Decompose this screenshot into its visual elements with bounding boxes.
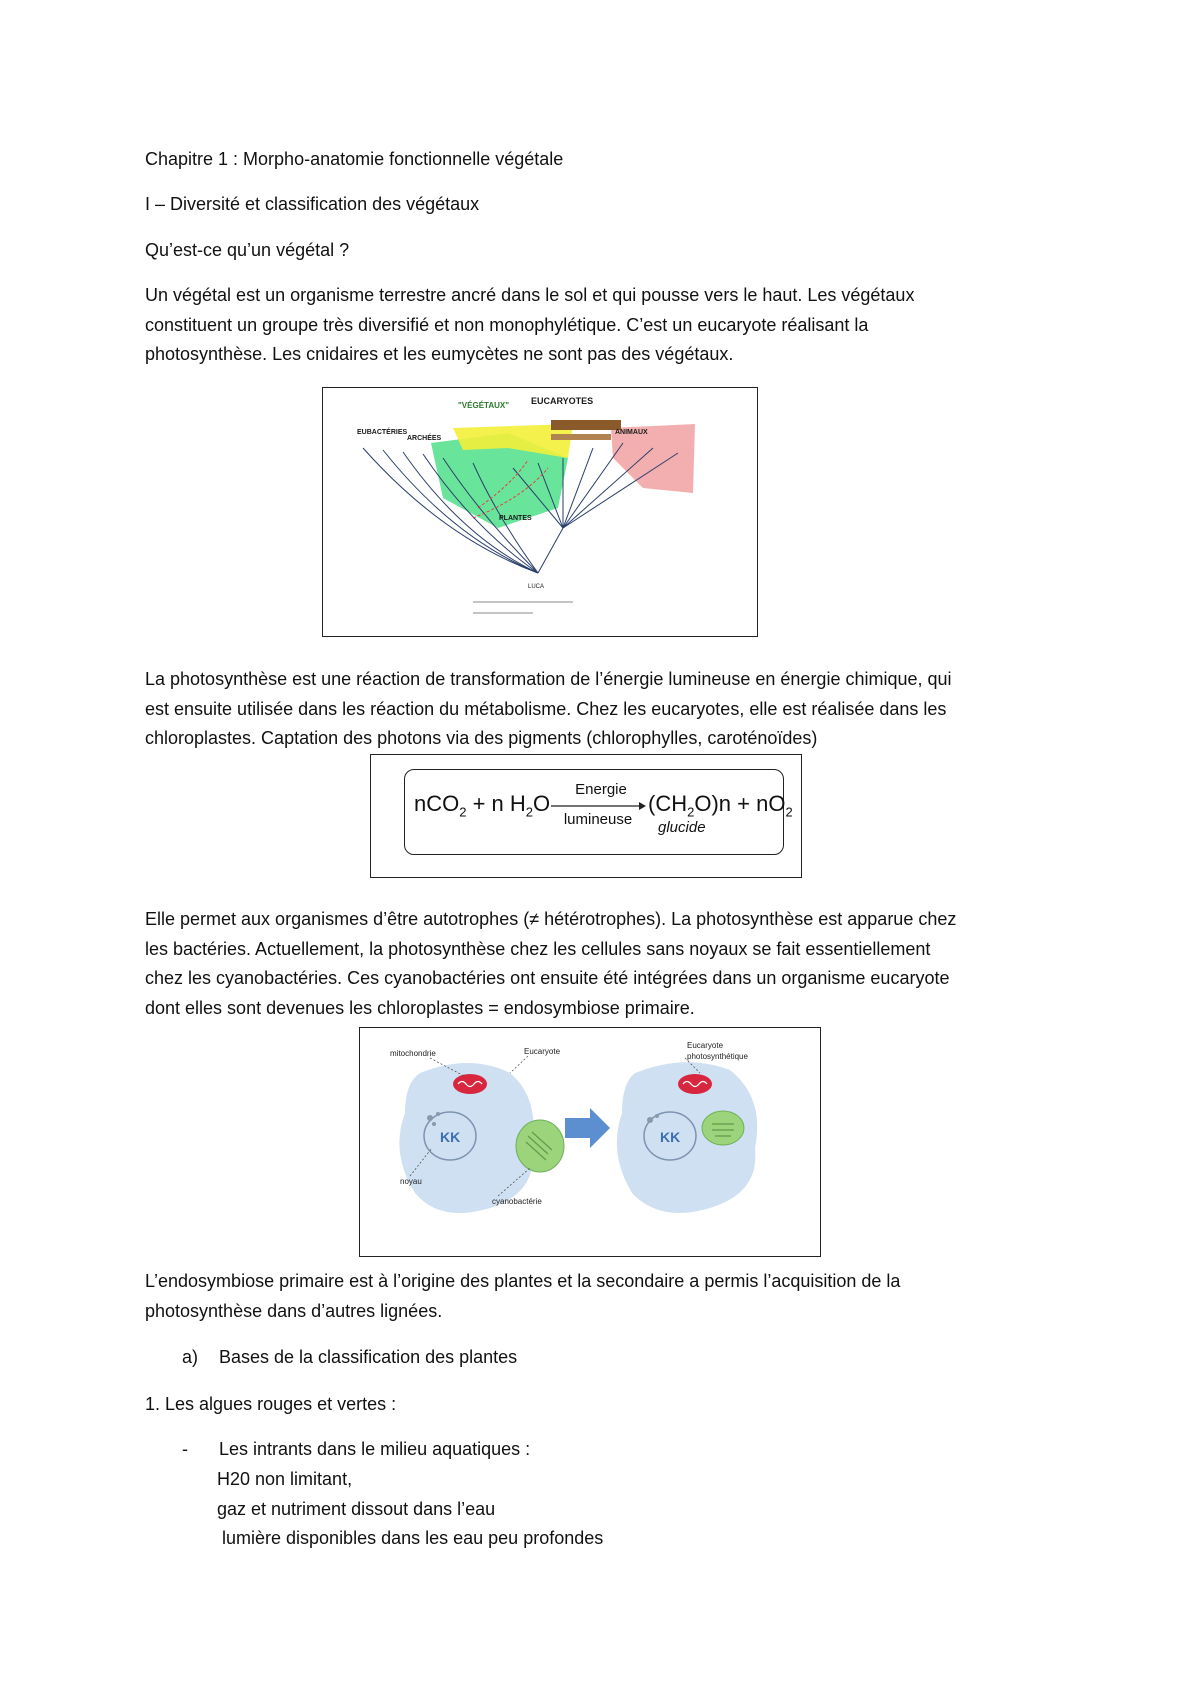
subscript: 2: [525, 804, 534, 820]
question-line: Qu’est-ce qu’un végétal ?: [145, 240, 350, 260]
product-label: glucide: [658, 819, 706, 836]
bullet-line: lumière disponibles dans les eau peu profondes: [217, 1528, 604, 1548]
vesicle-dot: [432, 1122, 436, 1126]
eucaryotes-bar: [551, 420, 621, 430]
paragraph-line: Elle permet aux organismes d’être autotrophes (≠ hétérotrophes). La photosynthèse est apparue chez: [145, 909, 957, 929]
label-eucaryote-photo: Eucaryote: [687, 1041, 724, 1050]
arrow-bottom-label: lumineuse: [563, 811, 633, 828]
paragraph-line: Un végétal est un organisme terrestre ancré dans le sol et qui pousse vers le haut. Les végétaux: [145, 285, 915, 305]
paragraph-definition: [145, 281, 1075, 370]
bullet-title: Les intrants dans le milieu aquatiques :: [219, 1439, 531, 1459]
paragraph-line: La photosynthèse est une réaction de transformation de l’énergie lumineuse en énergie chimique, qui: [145, 669, 952, 689]
product-ch2o: (CH: [648, 791, 688, 816]
chloroplast-icon: [702, 1111, 744, 1145]
paragraph-autotrophy: [145, 905, 1075, 1023]
label-plantes: PLANTES: [499, 515, 532, 522]
label-animaux: ANIMAUX: [615, 429, 648, 436]
bullet-item: [145, 1435, 530, 1465]
paragraph-line: dont elles sont devenues les chloroplastes = endosymbiose primaire.: [145, 997, 695, 1018]
paragraph-line: chloroplastes. Captation des photons via des pigments (chlorophylles, caroténoïdes): [145, 728, 818, 748]
label-cyanobacterie: cyanobactérie: [492, 1197, 542, 1206]
vesicle-dot: [427, 1115, 433, 1121]
label-noyau: noyau: [400, 1177, 422, 1186]
paragraph-line: les bactéries. Actuellement, la photosynthèse chez les cellules sans noyaux se fait essentiellement: [145, 938, 931, 959]
bullet-details: [217, 1465, 603, 1554]
subscript: 2: [459, 804, 467, 820]
list-marker: a): [182, 1347, 199, 1367]
vesicle-dot: [655, 1114, 659, 1118]
bullet-line: gaz et nutriment dissout dans l’eau: [217, 1498, 496, 1519]
heading-algues: 1. Les algues rouges et vertes :: [145, 1394, 397, 1414]
label-luca: LUCA: [528, 584, 545, 590]
label-archees: ARCHÉES: [407, 435, 442, 442]
paragraph-line: est ensuite utilisée dans les réaction du métabolisme. Chez les eucaryotes, elle est réalisée dans les: [145, 698, 947, 719]
arrow-top-label: Energie: [575, 781, 627, 798]
reactant-co2: nCO: [414, 791, 460, 816]
label-vegetaux: "VÉGÉTAUX": [458, 401, 509, 410]
equation-reactants: [414, 791, 550, 819]
endosymbiosis-diagram: [360, 1028, 819, 1255]
endosymbiosis-figure: [359, 1027, 821, 1257]
reaction-arrow-icon: [549, 801, 647, 811]
phylogenetic-tree-diagram: [323, 388, 756, 635]
reactant-h2o: + n H: [466, 791, 526, 816]
subscript: 2: [687, 804, 695, 820]
bullet-marker: -: [182, 1439, 188, 1459]
subsection-text: Bases de la classification des plantes: [219, 1347, 518, 1367]
phylogenetic-tree-figure: [322, 387, 758, 637]
paragraph-line: photosynthèse. Les cnidaires et les eumycètes ne sont pas des végétaux.: [145, 344, 734, 364]
label-eucaryotes: EUCARYOTES: [531, 396, 594, 406]
paragraph-line: L’endosymbiose primaire est à l’origine des plantes et la secondaire a permis l’acquisition de la: [145, 1271, 901, 1291]
vesicle-dot: [647, 1117, 653, 1123]
paragraph-line: chez les cyanobactéries. Ces cyanobactéries ont ensuite été intégrées dans un organisme eucaryote: [145, 968, 950, 988]
reactant-h2o-end: O: [533, 791, 551, 816]
eucaryotes-subbar: [551, 434, 611, 440]
subscript: 2: [785, 804, 793, 820]
paragraph-line: photosynthèse dans d’autres lignées.: [145, 1300, 443, 1321]
label-mitochondrie: mitochondrie: [390, 1049, 436, 1058]
bullet-line: H20 non limitant,: [217, 1469, 353, 1489]
product-o2: O)n + nO: [694, 791, 786, 816]
chromosome-icon: KK: [440, 1129, 461, 1145]
paragraph-photosynthesis: [145, 665, 1075, 754]
equation-figure: [370, 754, 802, 878]
chromosome-icon: KK: [660, 1129, 681, 1145]
paragraph-line: constituent un groupe très diversifié et non monophylétique. C’est un eucaryote réalisant la: [145, 314, 869, 335]
vesicle-dot: [436, 1112, 440, 1116]
paragraph-endosymbiosis: [145, 1267, 1075, 1326]
label-eucaryote: Eucaryote: [524, 1047, 561, 1056]
transition-arrow-icon: [565, 1108, 610, 1148]
subsection-a: [145, 1343, 517, 1373]
chapter-title: Chapitre 1 : Morpho-anatomie fonctionnelle végétale: [145, 149, 564, 169]
equation-products: [648, 791, 793, 819]
section-title: I – Diversité et classification des végétaux: [145, 194, 480, 214]
label-photosynthetique: photosynthétique: [687, 1052, 748, 1061]
label-eubacteries: EUBACTÉRIES: [357, 429, 408, 436]
